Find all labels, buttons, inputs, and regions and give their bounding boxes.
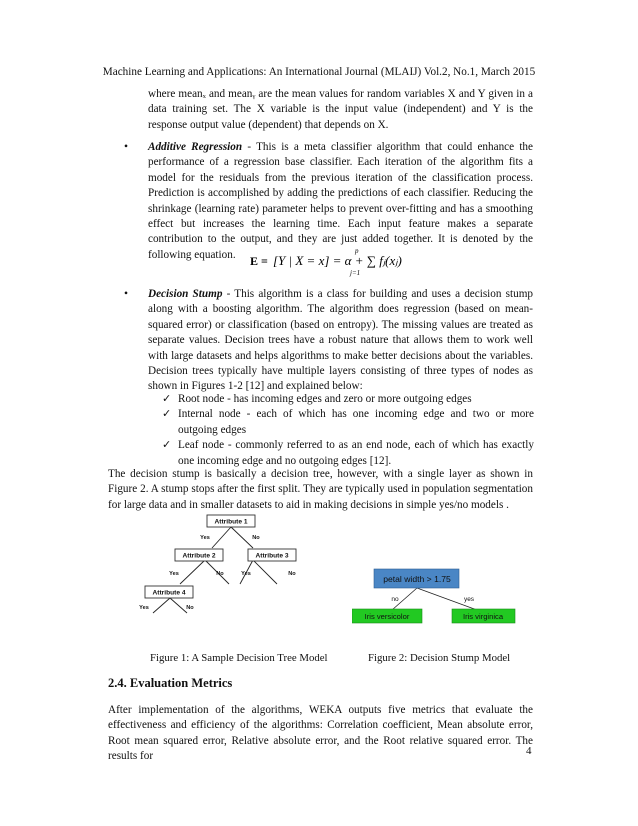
- figure2-caption: Figure 2: Decision Stump Model: [368, 652, 511, 664]
- edge-label-yes: Yes: [241, 571, 251, 577]
- bullet-text: - This is a meta classifier algorithm that could enhance the performance of a regression base classifier. Each iteration of the algorithm fits a model for the residuals from the previous iteration of the classification process. Prediction is accomplished by adding the predictions of each classifier. Reducing the shrinkage (learning rate) parameter helps to prevent over-fitting and has a smoothing effect but increases the learning time. Each input feature makes a separate contribution to the output, and they are just added together. It is denoted by the following equation.: [148, 141, 533, 261]
- tree-node-right: Attribute 3: [255, 552, 289, 560]
- stump-leaf-right: Iris virginica: [462, 612, 504, 621]
- tree-node-left: Attribute 2: [182, 552, 216, 560]
- checklist-item: ✓ Leaf node - commonly referred to as an end node, each of which has exactly one incoming edge and no outgoing edges [12].: [162, 439, 534, 467]
- tree-node-root: Attribute 1: [214, 518, 248, 526]
- journal-header: Machine Learning and Applications: An International Journal (MLAIJ) Vol.2, No.1, March 2015: [102, 66, 536, 78]
- edge-label-yes: Yes: [139, 605, 149, 611]
- bullet-title: Additive Regression: [148, 141, 243, 153]
- edge-label-no: No: [216, 571, 224, 577]
- stump-paragraph: The decision stump is basically a decision tree, however, with a single layer as shown in Figure 2. A stump stops after the first split. They are typically used in population segmentation for large data and in smaller datasets to aid in making decisions in simple yes/no models .: [108, 468, 533, 511]
- figure2-decision-stump: [352, 566, 522, 626]
- node-checklist: [162, 392, 534, 469]
- stump-edge-no: no: [391, 596, 399, 603]
- check-icon: ✓: [162, 393, 172, 405]
- check-icon: ✓: [162, 439, 172, 452]
- figure1-decision-tree: [135, 510, 315, 620]
- equation-lhs: E =: [250, 254, 268, 268]
- edge-label-yes: Yes: [200, 535, 210, 541]
- section-heading: 2.4. Evaluation Metrics: [108, 676, 233, 690]
- edge-label-no: No: [252, 535, 260, 541]
- stump-leaf-left: Iris versicolor: [364, 612, 410, 621]
- tree-node-leaf: Attribute 4: [152, 589, 186, 597]
- page-number: 4: [526, 745, 532, 757]
- figure1-caption: Figure 1: A Sample Decision Tree Model: [150, 652, 328, 664]
- stump-root-label: petal width > 1.75: [383, 574, 451, 584]
- bullet-dot: •: [124, 141, 129, 153]
- continuation-paragraph: where meanₓ and meanᵧ are the mean values for random variables X and Y given in a data training set. The X variable is the input value (independent) and Y is the response output value (dependent) that depends on X.: [148, 88, 533, 131]
- checklist-item: ✓ Root node - has incoming edges and zero or more outgoing edges: [162, 392, 534, 407]
- edge-label-no: No: [288, 571, 296, 577]
- equation-upper: p: [355, 247, 359, 255]
- equation: [0, 245, 638, 275]
- edge-label-no: No: [186, 605, 194, 611]
- stump-edge-yes: yes: [463, 596, 475, 603]
- bullet-title: Decision Stump: [148, 288, 223, 300]
- metrics-paragraph: After implementation of the algorithms, WEKA outputs five metrics that evaluate the effectiveness and efficiency of the algorithms: Correlation coefficient, Mean absolute error, Root mean squared error, Relative absolute error, and the Root relative squared error. The results for: [108, 704, 533, 763]
- bullet-dot: •: [124, 288, 129, 300]
- equation-lower: j=1: [350, 269, 361, 277]
- bullet-text: - This algorithm is a class for building and uses a decision stump along with a boosting algorithm. The algorithm does regression (based on mean-squared error) or classification (based on entropy). The missing values are treated as separate values. Decision trees have a robust nature that allows them to work well with large datasets and helps algorithms to make better decisions about the variables. Decision trees typically have multiple layers consisting of three types of nodes as shown in Figures 1-2 [12] and explained below:: [148, 288, 533, 393]
- bullet-decision-stump: [148, 287, 533, 395]
- check-icon: ✓: [162, 408, 172, 421]
- edge-label-yes: Yes: [169, 571, 179, 577]
- equation-body: [Y | X = x] = α + ∑ fⱼ(xⱼ): [273, 253, 402, 268]
- checklist-item: ✓ Internal node - each of which has one incoming edge and two or more outgoing edges: [162, 408, 534, 436]
